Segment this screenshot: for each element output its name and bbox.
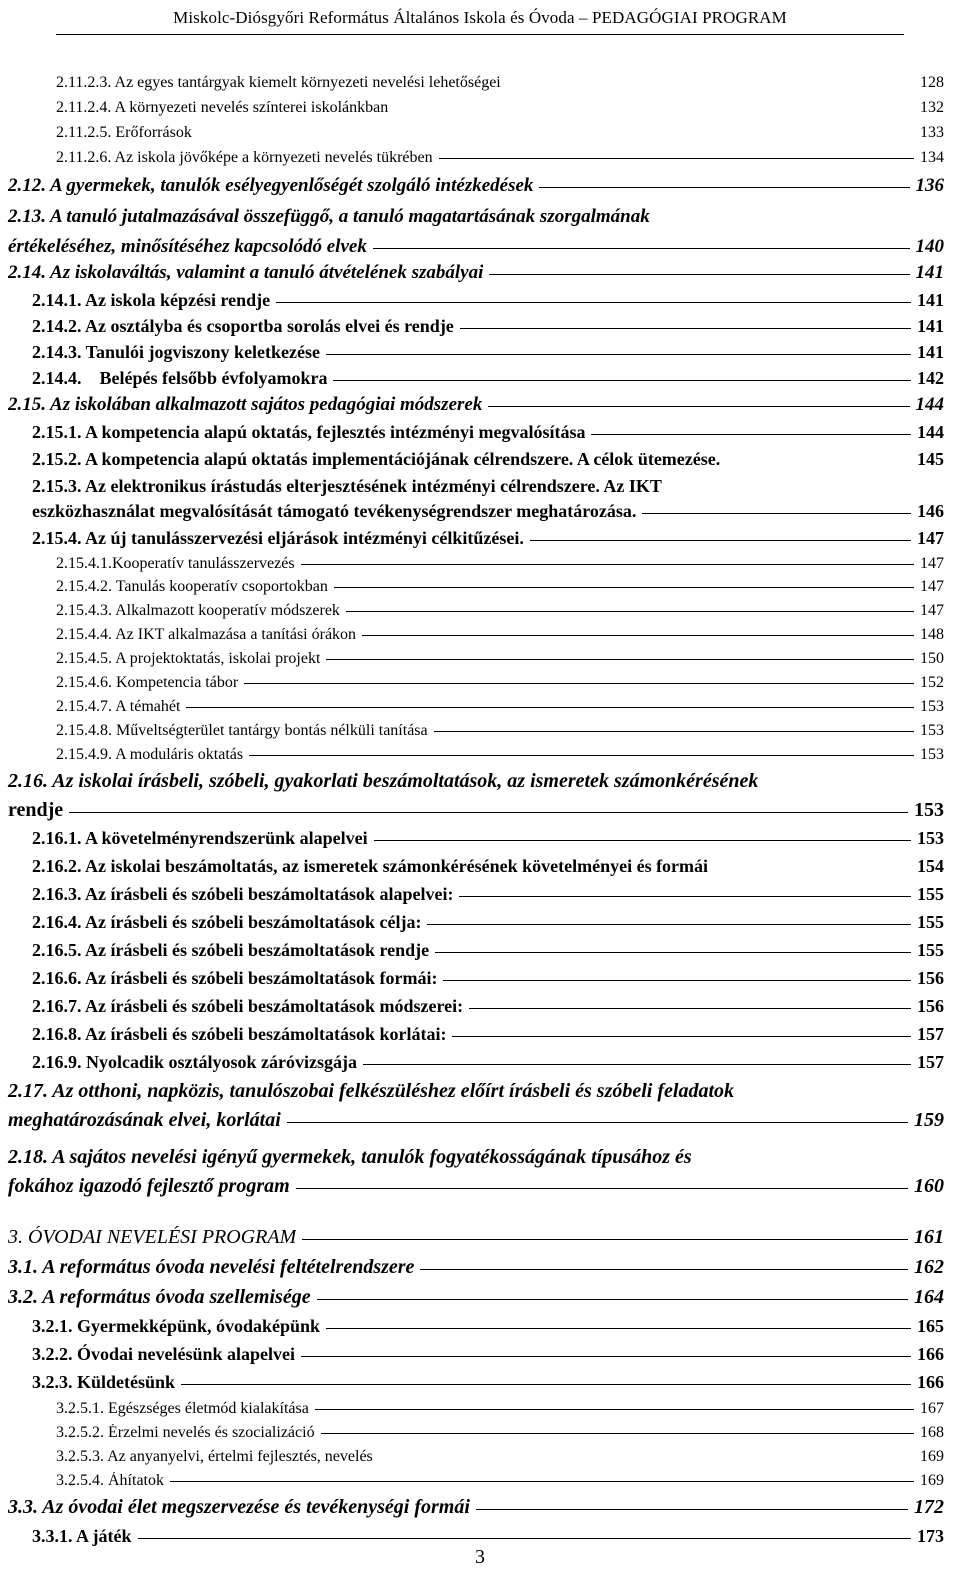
toc-entry-multiline[interactable] — [8, 1146, 944, 1198]
toc-leader — [301, 564, 914, 565]
toc-entry-title: 3.3. Az óvodai élet megszervezése és tevékenységi formái — [8, 1496, 470, 1518]
toc-leader — [439, 158, 914, 159]
toc-entry-title-line1: 2.18. A sajátos nevelési igényű gyermekek, tanulók fogyatékosságának típusához és — [8, 1146, 692, 1168]
toc-leader — [420, 1269, 908, 1270]
toc-leader — [301, 1356, 911, 1357]
toc-entry-title: 3.2.5.3. Az anyanyelvi, értelmi fejlesztés, nevelés — [56, 1448, 373, 1465]
toc-entry-page: 150 — [920, 650, 944, 667]
toc-entry-page: 157 — [917, 1052, 944, 1072]
toc-entry[interactable] — [8, 394, 944, 416]
toc-entry-page: 153 — [920, 722, 944, 739]
toc-leader — [138, 1538, 911, 1539]
toc-entry-page: 148 — [920, 626, 944, 643]
toc-entry-page: 145 — [917, 449, 944, 469]
toc-entry-page: 146 — [917, 501, 944, 521]
toc-entry[interactable] — [56, 1424, 944, 1442]
toc-entry[interactable] — [8, 1226, 944, 1249]
toc-entry-page: 156 — [917, 968, 944, 988]
toc-entry-title: 2.16.1. A követelményrendszerünk alapelvei — [32, 828, 368, 848]
toc-entry-title: 2.16.2. Az iskolai beszámoltatás, az ismeretek számonkérésének követelményei és formái — [32, 856, 709, 876]
toc-entry[interactable] — [32, 368, 944, 389]
toc-entry[interactable] — [56, 650, 944, 668]
toc-entry[interactable] — [56, 602, 944, 620]
toc-entry-multiline[interactable] — [32, 476, 944, 522]
toc-leader — [249, 755, 914, 756]
toc-entry-title: 2.14. Az iskolaváltás, valamint a tanuló átvételének szabályai — [8, 262, 484, 283]
toc-leader — [488, 406, 909, 407]
toc-entry-page: 133 — [920, 124, 944, 141]
toc-entry[interactable] — [32, 449, 944, 470]
toc-leader — [69, 812, 908, 813]
toc-entry-title: 2.15.1. A kompetencia alapú oktatás, fejlesztés intézményi megvalósítása — [32, 422, 586, 442]
toc-entry-title: eszközhasználat megvalósítását támogató tevékenységrendszer meghatározása. — [32, 501, 637, 521]
toc-entry-title-line1: 2.17. Az otthoni, napközis, tanulószobai felkészüléshez előírt írásbeli és szóbeli feladatok — [8, 1080, 734, 1102]
toc-entry-line2 — [8, 799, 944, 822]
toc-entry-title: 2.15.2. A kompetencia alapú oktatás implementációjának célrendszere. A célok ütemezése. — [32, 449, 721, 469]
toc-leader — [321, 1433, 914, 1434]
toc-entry-page: 157 — [917, 1024, 944, 1044]
toc-entry[interactable] — [32, 528, 944, 549]
toc-entry-title: értékeléséhez, minősítéséhez kapcsolódó elvek — [8, 236, 367, 257]
toc-leader — [374, 840, 911, 841]
toc-entry-page: 136 — [915, 175, 944, 196]
toc-entry[interactable] — [56, 1448, 944, 1466]
toc-leader — [181, 1384, 911, 1385]
toc-entry-title: 2.16.5. Az írásbeli és szóbeli beszámoltatások rendje — [32, 940, 430, 960]
toc-entry-page: 153 — [920, 698, 944, 715]
toc-leader — [326, 1328, 911, 1329]
toc-entry-title: 2.14.4. Belépés felsőbb évfolyamokra — [32, 368, 328, 388]
toc-entry-title: 2.15.4.7. A témahét — [56, 698, 181, 715]
toc-entry-title: 3.2.5.1. Egészséges életmód kialakítása — [56, 1400, 309, 1417]
toc-entry[interactable] — [32, 342, 944, 363]
toc-entry-title: 3.2. A református óvoda szellemisége — [8, 1286, 311, 1308]
toc-entry[interactable] — [32, 912, 944, 933]
toc-entry[interactable] — [56, 1400, 944, 1418]
toc-entry-title: rendje — [8, 799, 64, 821]
toc-entry-page: 153 — [920, 746, 944, 763]
toc-entry[interactable] — [56, 1472, 944, 1490]
toc-entry[interactable] — [56, 99, 944, 117]
toc-leader — [591, 434, 911, 435]
toc-entry-page: 153 — [917, 828, 944, 848]
header-rule — [56, 34, 904, 35]
toc-entry-page: 141 — [917, 316, 944, 336]
toc-entry[interactable] — [8, 175, 944, 197]
toc-entry-page: 168 — [920, 1424, 944, 1441]
toc-entry-title-line1: 2.13. A tanuló jutalmazásával összefüggő, a tanuló magatartásának szorgalmának — [8, 206, 650, 227]
toc-entry[interactable] — [56, 74, 944, 92]
toc-entry-title: 3.1. A református óvoda nevelési feltételrendszere — [8, 1256, 415, 1278]
toc-entry[interactable] — [32, 1316, 944, 1337]
toc-entry-line2 — [8, 236, 944, 258]
toc-entry[interactable] — [32, 316, 944, 337]
toc-entry-page: 162 — [914, 1256, 944, 1278]
toc-entry[interactable] — [32, 1344, 944, 1365]
toc-entry-page: 154 — [917, 856, 944, 876]
toc-leader — [287, 1122, 908, 1123]
toc-entry-title: 3.3.1. A játék — [32, 1526, 132, 1546]
toc-leader — [363, 1064, 911, 1065]
toc-entry[interactable] — [32, 290, 944, 311]
toc-entry-title: 2.15.4.5. A projektoktatás, iskolai projekt — [56, 650, 321, 667]
toc-leader — [346, 611, 914, 612]
toc-leader — [452, 1036, 911, 1037]
toc-entry-line2 — [8, 1109, 944, 1132]
toc-entry[interactable] — [56, 626, 944, 644]
toc-leader — [460, 328, 911, 329]
toc-entry[interactable] — [8, 262, 944, 284]
toc-leader — [373, 248, 910, 249]
toc-entry[interactable] — [32, 422, 944, 443]
toc-entry[interactable] — [8, 1286, 944, 1309]
toc-entry[interactable] — [8, 1256, 944, 1279]
toc-entry[interactable] — [56, 722, 944, 740]
page-header: Miskolc-Diósgyőri Református Általános Iskola és Óvoda – PEDAGÓGIAI PROGRAM — [173, 8, 787, 27]
toc-entry-title: 2.15.4.9. A moduláris oktatás — [56, 746, 244, 763]
toc-entry-page: 144 — [917, 422, 944, 442]
toc-entry-title-line1: 2.15.3. Az elektronikus írástudás elterjesztésének intézményi célrendszere. Az IKT — [32, 476, 662, 496]
toc-entry-line2 — [32, 501, 944, 522]
toc-entry-page: 155 — [917, 940, 944, 960]
toc-entry[interactable] — [32, 968, 944, 989]
toc-entry[interactable] — [32, 996, 944, 1017]
toc-entry-title: 3.2.5.4. Áhítatok — [56, 1472, 164, 1489]
toc-entry-title: 2.16.8. Az írásbeli és szóbeli beszámoltatások korlátai: — [32, 1024, 447, 1044]
toc-entry-page: 167 — [920, 1400, 944, 1417]
toc-entry-title: 2.16.4. Az írásbeli és szóbeli beszámoltatások célja: — [32, 912, 422, 932]
toc-entry-page: 152 — [920, 674, 944, 691]
page-number: 3 — [475, 1546, 485, 1568]
toc-leader — [326, 354, 911, 355]
toc-entry-multiline[interactable] — [8, 770, 944, 822]
toc-entry-page: 141 — [917, 290, 944, 310]
toc-entry-multiline[interactable] — [8, 1080, 944, 1132]
toc-entry[interactable] — [56, 149, 944, 167]
toc-leader — [469, 1008, 911, 1009]
toc-leader — [362, 635, 914, 636]
toc-entry-page: 169 — [920, 1472, 944, 1489]
toc-entry[interactable] — [32, 1372, 944, 1393]
toc-entry[interactable] — [32, 940, 944, 961]
toc-entry-page: 132 — [920, 99, 944, 116]
toc-entry-title: 2.15.4. Az új tanulásszervezési eljárások intézményi célkitűzései. — [32, 528, 524, 548]
toc-leader — [186, 707, 914, 708]
toc-entry-title: 2.14.3. Tanulói jogviszony keletkezése — [32, 342, 321, 362]
toc-entry[interactable] — [56, 124, 944, 142]
toc-entry-page: 147 — [920, 555, 944, 572]
toc-entry-title: 3.2.2. Óvodai nevelésünk alapelvei — [32, 1344, 296, 1364]
toc-entry-page: 160 — [914, 1175, 944, 1197]
toc-entry-page: 159 — [914, 1109, 944, 1131]
toc-entry[interactable] — [32, 1024, 944, 1045]
toc-entry-title: 2.15.4.2. Tanulás kooperatív csoportokban — [56, 578, 328, 595]
toc-entry-title: 2.15.4.1.Kooperatív tanulásszervezés — [56, 555, 295, 572]
toc-entry-page: 161 — [914, 1226, 944, 1248]
toc-entry-title: 2.16.7. Az írásbeli és szóbeli beszámoltatások módszerei: — [32, 996, 464, 1016]
toc-entry[interactable] — [32, 884, 944, 905]
toc-entry-page: 155 — [917, 884, 944, 904]
toc-leader — [459, 896, 911, 897]
toc-leader — [530, 540, 911, 541]
toc-entry-page: 141 — [917, 342, 944, 362]
toc-entry-title: 2.15. Az iskolában alkalmazott sajátos pedagógiai módszerek — [8, 394, 483, 415]
toc-entry-multiline[interactable] — [8, 206, 944, 258]
toc-entry[interactable] — [8, 1496, 944, 1519]
toc-leader — [434, 731, 914, 732]
toc-entry-page: 140 — [915, 236, 944, 257]
toc-entry-title: 2.16.6. Az írásbeli és szóbeli beszámoltatások formái: — [32, 968, 438, 988]
toc-leader — [443, 980, 911, 981]
toc-entry[interactable] — [56, 698, 944, 716]
toc-leader — [317, 1299, 908, 1300]
toc-entry[interactable] — [56, 674, 944, 692]
toc-entry-title: 2.16.9. Nyolcadik osztályosok záróvizsgája — [32, 1052, 357, 1072]
toc-entry-title: fokához igazodó fejlesztő program — [8, 1175, 290, 1197]
toc-entry-title: 2.11.2.6. Az iskola jövőképe a környezeti nevelés tükrében — [56, 149, 433, 166]
toc-entry-title: 3.2.1. Gyermekképünk, óvodaképünk — [32, 1316, 321, 1336]
toc-entry-title: 2.11.2.4. A környezeti nevelés színterei iskolánkban — [56, 99, 389, 116]
toc-entry-title: meghatározásának elvei, korlátai — [8, 1109, 281, 1131]
toc-entry-title: 2.14.1. Az iskola képzési rendje — [32, 290, 271, 310]
toc-entry[interactable] — [32, 856, 944, 877]
toc-entry-page: 172 — [914, 1496, 944, 1518]
toc-entry[interactable] — [56, 746, 944, 764]
toc-leader — [244, 683, 914, 684]
toc-entry-title: 3. ÓVODAI NEVELÉSI PROGRAM — [8, 1226, 297, 1248]
toc-entry[interactable] — [56, 555, 944, 573]
toc-entry-page: 142 — [917, 368, 944, 388]
toc-entry[interactable] — [32, 828, 944, 849]
toc-entry-page: 166 — [917, 1372, 944, 1392]
toc-entry-page: 134 — [920, 149, 944, 166]
toc-leader — [326, 659, 914, 660]
toc-entry-title: 2.15.4.3. Alkalmazott kooperatív módszerek — [56, 602, 340, 619]
toc-entry-page: 147 — [920, 602, 944, 619]
toc-entry-page: 156 — [917, 996, 944, 1016]
toc-entry-title: 2.15.4.6. Kompetencia tábor — [56, 674, 239, 691]
toc-entry-title: 2.14.2. Az osztályba és csoportba sorolás elvei és rendje — [32, 316, 454, 336]
toc-entry-title-line1: 2.16. Az iskolai írásbeli, szóbeli, gyakorlati beszámoltatások, az ismeretek számonkérésének — [8, 770, 759, 792]
toc-entry-page: 147 — [920, 578, 944, 595]
toc-entry-page: 166 — [917, 1344, 944, 1364]
toc-entry[interactable] — [56, 578, 944, 596]
toc-entry-page: 173 — [917, 1526, 944, 1546]
toc-entry-page: 153 — [914, 799, 944, 821]
toc-entry-page: 169 — [920, 1448, 944, 1465]
toc-entry-page: 128 — [920, 74, 944, 91]
toc-entry-title: 2.15.4.4. Az IKT alkalmazása a tanítási órákon — [56, 626, 357, 643]
toc-leader — [302, 1239, 908, 1240]
toc-entry-title: 2.15.4.8. Műveltségterület tantárgy bontás nélküli tanítása — [56, 722, 428, 739]
toc-entry-title: 2.11.2.5. Erőforrások — [56, 124, 192, 141]
toc-entry[interactable] — [32, 1052, 944, 1073]
toc-entry-page: 147 — [917, 528, 944, 548]
toc-entry[interactable] — [32, 1526, 944, 1547]
toc-leader — [489, 274, 909, 275]
toc-leader — [539, 187, 909, 188]
toc-leader — [296, 1188, 908, 1189]
toc-entry-title: 3.2.3. Küldetésünk — [32, 1372, 176, 1392]
toc-entry-page: 164 — [914, 1286, 944, 1308]
toc-entry-title: 2.16.3. Az írásbeli és szóbeli beszámoltatások alapelvei: — [32, 884, 454, 904]
toc-leader — [435, 952, 911, 953]
toc-leader — [276, 302, 911, 303]
toc-leader — [642, 513, 911, 514]
toc-entry-title: 3.2.5.2. Érzelmi nevelés és szocializáció — [56, 1424, 315, 1441]
toc-leader — [333, 380, 911, 381]
toc-entry-page: 144 — [915, 394, 944, 415]
toc-leader — [334, 587, 914, 588]
toc-leader — [427, 924, 911, 925]
toc-entry-title: 2.11.2.3. Az egyes tantárgyak kiemelt környezeti nevelési lehetőségei — [56, 74, 501, 91]
toc-entry-page: 141 — [915, 262, 944, 283]
toc-leader — [170, 1481, 914, 1482]
toc-leader — [315, 1409, 914, 1410]
toc-entry-title: 2.12. A gyermekek, tanulók esélyegyenlőségét szolgáló intézkedések — [8, 175, 534, 196]
toc-entry-page: 155 — [917, 912, 944, 932]
toc-entry-page: 165 — [917, 1316, 944, 1336]
toc-entry-line2 — [8, 1175, 944, 1198]
toc-leader — [476, 1509, 908, 1510]
